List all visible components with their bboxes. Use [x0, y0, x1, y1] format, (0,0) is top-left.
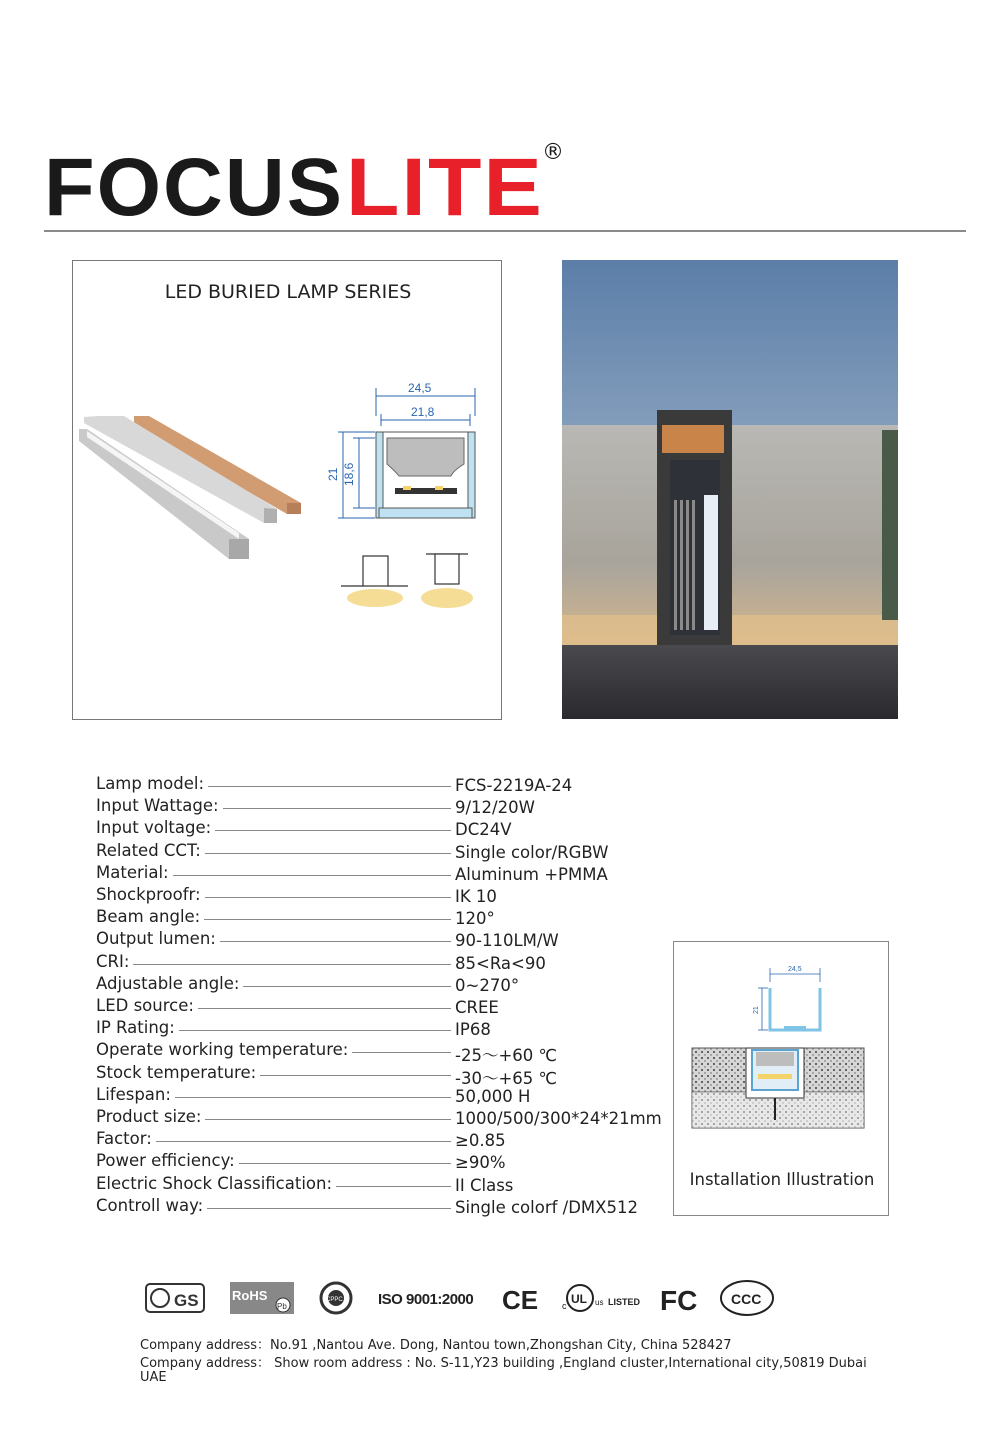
header-divider	[44, 230, 966, 232]
spec-label: Output lumen:	[96, 929, 220, 948]
logo-lite-text: LITE	[346, 142, 544, 225]
spec-row	[96, 774, 676, 796]
rohs-icon	[230, 1282, 294, 1314]
series-title: LED BURIED LAMP SERIES	[164, 281, 412, 303]
installation-caption: Installation Illustration	[689, 1170, 875, 1189]
spec-value: Single colorf /DMX512	[455, 1197, 638, 1217]
spec-row	[96, 818, 676, 840]
spec-row	[96, 1040, 676, 1066]
spec-label: Controll way:	[96, 1196, 207, 1215]
spec-label: Shockproofr:	[96, 885, 205, 904]
spec-value: DC24V	[455, 820, 512, 840]
company-address-3: UAE	[140, 1370, 167, 1385]
dim-outer-width: 24,5	[408, 381, 432, 395]
spec-value: -30～+65 ℃	[455, 1068, 558, 1088]
spec-label: Power efficiency:	[96, 1151, 239, 1170]
install-dim-height: 21	[753, 1006, 760, 1014]
certification-logos	[140, 1276, 780, 1320]
ul-listed-text: LISTED	[608, 1297, 641, 1307]
logo-focus-text: FOCUS	[44, 142, 344, 225]
profile-dimension-drawing	[323, 376, 503, 616]
spec-label: Related CCT:	[96, 841, 205, 860]
spec-label: Product size:	[96, 1107, 205, 1126]
spec-value: 120°	[455, 909, 495, 929]
spec-row	[96, 885, 676, 907]
spec-value: 50,000 H	[455, 1086, 531, 1106]
spec-row	[96, 863, 676, 885]
spec-value: Aluminum +PMMA	[455, 864, 608, 884]
install-dim-width: 24,5	[788, 966, 802, 973]
spec-value: Single color/RGBW	[455, 842, 609, 862]
product-panel	[72, 260, 502, 720]
spec-value: 0~270°	[455, 975, 520, 995]
spec-label: Lifespan:	[96, 1085, 175, 1104]
spec-label: IP Rating:	[96, 1018, 179, 1037]
spec-row	[96, 974, 676, 996]
spec-value: -25～+60 ℃	[455, 1046, 558, 1066]
ul-us-text: us	[595, 1298, 604, 1307]
cppc-text: CPPC	[326, 1297, 343, 1303]
spec-row	[96, 996, 676, 1018]
installation-panel	[673, 941, 889, 1216]
spec-label: Electric Shock Classification:	[96, 1174, 336, 1193]
spec-row	[96, 907, 676, 929]
spec-row	[96, 1151, 676, 1173]
cppc-icon	[321, 1283, 351, 1313]
spec-value: CREE	[455, 998, 499, 1017]
registered-mark: ®	[542, 140, 564, 165]
dim-height: 21	[326, 467, 340, 481]
spec-label: Lamp model:	[96, 774, 208, 793]
dim-inner-height: 18,6	[342, 462, 356, 486]
spec-row	[96, 796, 676, 818]
spec-label: Stock temperature:	[96, 1063, 260, 1082]
spec-row	[96, 929, 676, 951]
spec-label: Input voltage:	[96, 818, 215, 837]
fcc-icon: FC	[660, 1285, 698, 1316]
focuslite-logo	[44, 135, 574, 225]
spec-label: Input Wattage:	[96, 796, 223, 815]
spec-value: II Class	[455, 1175, 514, 1195]
spec-row	[96, 1107, 676, 1129]
ul-text: UL	[571, 1292, 587, 1306]
spec-row	[96, 1196, 676, 1218]
spec-label: Adjustable angle:	[96, 974, 243, 993]
company-address-2: Company address： Show room address : No. S-11,Y23 building ,England cluster,International city,50819 Dubai	[140, 1356, 867, 1371]
ul-c-text: c	[562, 1301, 567, 1311]
spec-label: Material:	[96, 863, 173, 882]
dim-inner-width: 21,8	[411, 405, 435, 419]
rohs-pb-text: Pb	[277, 1302, 287, 1311]
spec-value: FCS-2219A-24	[455, 776, 573, 795]
spec-value: IP68	[455, 1020, 491, 1040]
spec-value: 9/12/20W	[455, 798, 535, 818]
spec-value: 1000/500/300*24*21mm	[455, 1109, 662, 1128]
spec-value: ≥0.85	[455, 1131, 506, 1151]
spec-label: Operate working temperature:	[96, 1040, 352, 1059]
ul-listed-icon	[562, 1285, 641, 1311]
gs-mark-icon	[146, 1284, 204, 1312]
company-address-1: Company address：No.91 ,Nantou Ave. Dong, Nantou town,Zhongshan City, China 528427	[140, 1338, 732, 1353]
ccc-icon	[721, 1281, 773, 1315]
spec-row	[96, 1174, 676, 1196]
spec-row	[96, 1085, 676, 1107]
spec-row	[96, 1018, 676, 1040]
rohs-text: RoHS	[232, 1288, 268, 1303]
spec-row	[96, 841, 676, 863]
installation-drawing	[688, 960, 876, 1135]
spec-label: CRI:	[96, 952, 133, 971]
gs-text: GS	[174, 1291, 199, 1310]
spec-value: 85<Ra<90	[455, 953, 546, 973]
spec-value: IK 10	[455, 887, 497, 906]
spec-row	[96, 952, 676, 974]
ccc-text: CCC	[731, 1291, 762, 1307]
spec-value: 90-110LM/W	[455, 931, 559, 951]
iso-9001-icon: ISO 9001:2000	[378, 1291, 474, 1308]
building-photo	[562, 260, 898, 719]
spec-value: ≥90%	[455, 1153, 506, 1173]
spec-row	[96, 1062, 676, 1088]
spec-row	[96, 1129, 676, 1151]
ce-icon: CE	[502, 1285, 539, 1315]
spec-label: LED source:	[96, 996, 198, 1015]
leader-line	[96, 964, 451, 965]
spec-label: Beam angle:	[96, 907, 204, 926]
profile-bars-image	[79, 411, 304, 566]
spec-label: Factor:	[96, 1129, 156, 1148]
